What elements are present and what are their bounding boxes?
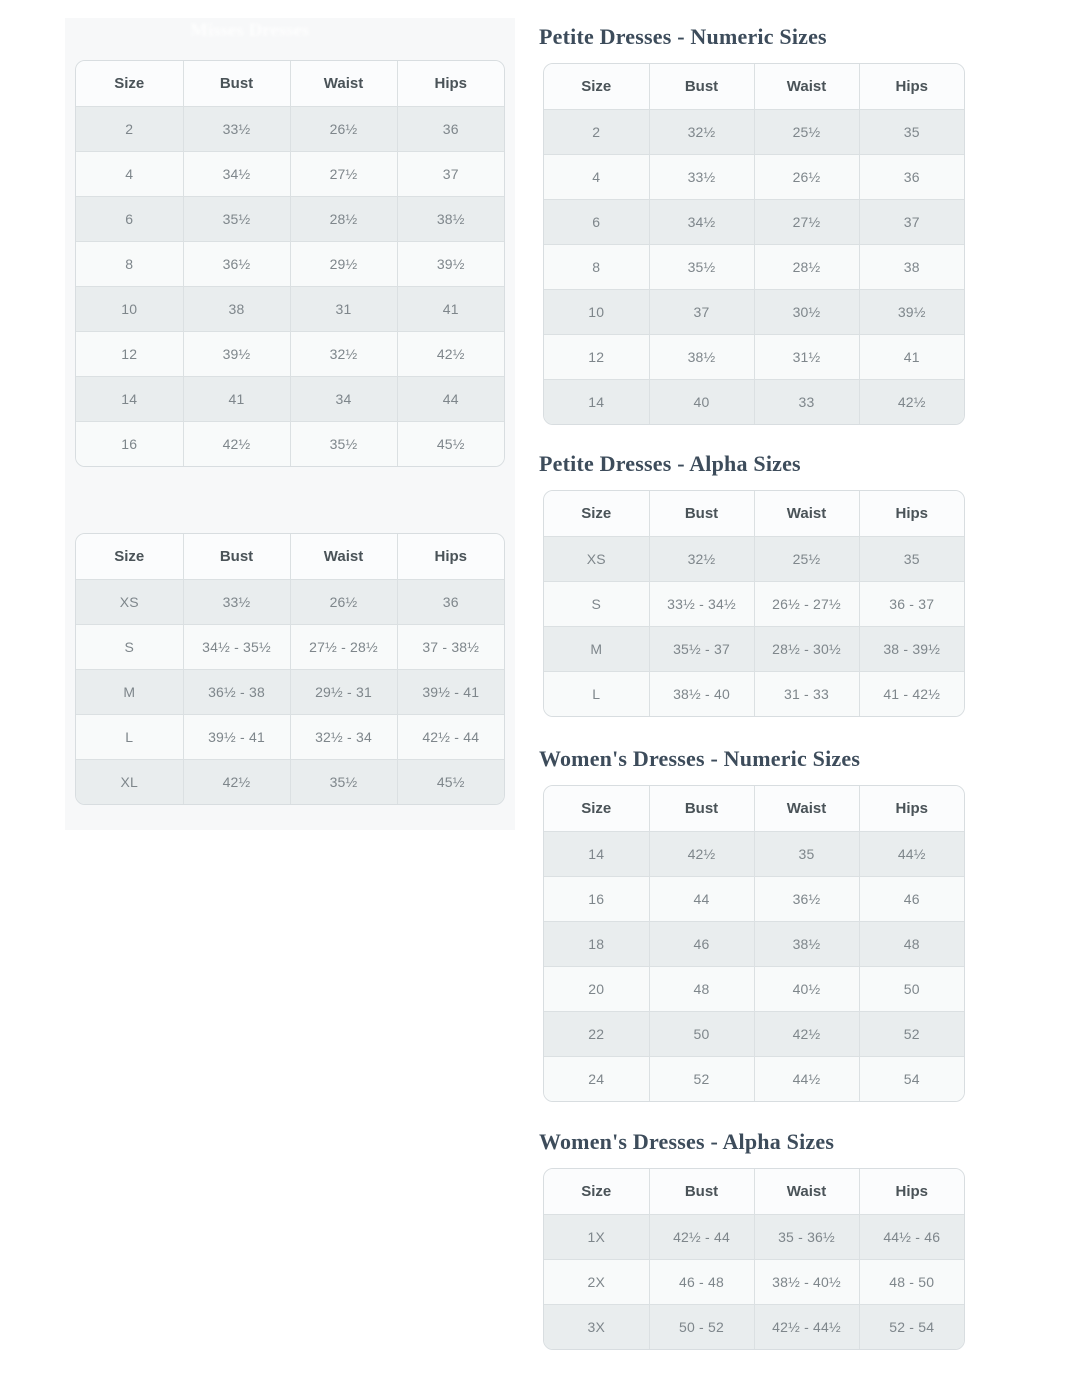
measurement-cell: 36½ [183, 241, 290, 286]
measurement-cell: 39½ - 41 [397, 669, 504, 714]
measurement-cell: 50 - 52 [649, 1304, 754, 1349]
measurement-cell: 44½ - 46 [859, 1214, 964, 1259]
column-header-hips: Hips [397, 61, 504, 106]
measurement-cell: 26½ [754, 154, 859, 199]
size-row-6 [76, 196, 504, 241]
petite-alpha-title: Petite Dresses - Alpha Sizes [539, 451, 801, 476]
measurement-cell: 26½ - 27½ [754, 581, 859, 626]
measurement-cell: 40 [649, 379, 754, 424]
size-row-14 [76, 376, 504, 421]
column-header-hips: Hips [859, 786, 964, 831]
measurement-cell: 38 [859, 244, 964, 289]
size-row-14 [544, 379, 964, 424]
size-cell: 6 [544, 199, 649, 244]
measurement-cell: 44 [397, 376, 504, 421]
measurement-cell: 33½ [183, 106, 290, 151]
column-header-size: Size [76, 534, 183, 579]
measurement-cell: 31 - 33 [754, 671, 859, 716]
column-header-waist: Waist [754, 491, 859, 536]
size-row-20 [544, 966, 964, 1011]
size-row-L [76, 714, 504, 759]
measurement-cell: 29½ [290, 241, 397, 286]
measurement-cell: 35 - 36½ [754, 1214, 859, 1259]
size-cell: 2 [544, 109, 649, 154]
measurement-cell: 42½ - 44 [397, 714, 504, 759]
size-cell: 8 [544, 244, 649, 289]
column-header-bust: Bust [183, 61, 290, 106]
size-cell: 20 [544, 966, 649, 1011]
size-cell: 10 [544, 289, 649, 334]
misses-dresses-ghost-title: Misses Dresses [190, 20, 310, 41]
measurement-cell: 27½ - 28½ [290, 624, 397, 669]
size-row-16 [544, 876, 964, 921]
size-cell: XL [76, 759, 183, 804]
size-row-14 [544, 831, 964, 876]
size-cell: 2X [544, 1259, 649, 1304]
measurement-cell: 26½ [290, 106, 397, 151]
column-header-waist: Waist [290, 534, 397, 579]
size-cell: 14 [76, 376, 183, 421]
womens-alpha-title: Women's Dresses - Alpha Sizes [539, 1129, 835, 1154]
measurement-cell: 28½ - 30½ [754, 626, 859, 671]
measurement-cell: 46 [649, 921, 754, 966]
header-row [76, 61, 504, 106]
size-row-2 [544, 109, 964, 154]
size-cell: 8 [76, 241, 183, 286]
womens-numeric-table [544, 786, 964, 1101]
size-row-12 [544, 334, 964, 379]
size-row-8 [544, 244, 964, 289]
measurement-cell: 37 [859, 199, 964, 244]
size-row-3X [544, 1304, 964, 1349]
size-cell: 10 [76, 286, 183, 331]
measurement-cell: 44½ [859, 831, 964, 876]
measurement-cell: 35½ [290, 421, 397, 466]
measurement-cell: 42½ [649, 831, 754, 876]
size-cell: 24 [544, 1056, 649, 1101]
measurement-cell: 38½ [649, 334, 754, 379]
misses-alpha-table [76, 534, 504, 804]
measurement-cell: 38½ [754, 921, 859, 966]
size-row-8 [76, 241, 504, 286]
measurement-cell: 38½ - 40 [649, 671, 754, 716]
measurement-cell: 34½ [183, 151, 290, 196]
measurement-cell: 44 [649, 876, 754, 921]
measurement-cell: 31 [290, 286, 397, 331]
column-header-bust: Bust [649, 491, 754, 536]
size-cell: 4 [544, 154, 649, 199]
header-row [544, 786, 964, 831]
header-row [544, 491, 964, 536]
petite-alpha-card [543, 490, 965, 717]
size-row-XL [76, 759, 504, 804]
size-row-4 [76, 151, 504, 196]
size-row-18 [544, 921, 964, 966]
column-header-bust: Bust [183, 534, 290, 579]
measurement-cell: 50 [859, 966, 964, 1011]
petite-numeric-table [544, 64, 964, 424]
measurement-cell: 54 [859, 1056, 964, 1101]
column-header-waist: Waist [754, 1169, 859, 1214]
column-header-size: Size [76, 61, 183, 106]
size-row-16 [76, 421, 504, 466]
measurement-cell: 38 - 39½ [859, 626, 964, 671]
size-row-S [76, 624, 504, 669]
size-cell: 3X [544, 1304, 649, 1349]
size-cell: 1X [544, 1214, 649, 1259]
measurement-cell: 35½ [649, 244, 754, 289]
measurement-cell: 36 [397, 579, 504, 624]
size-row-6 [544, 199, 964, 244]
measurement-cell: 38½ [397, 196, 504, 241]
measurement-cell: 32½ [649, 109, 754, 154]
size-cell: M [76, 669, 183, 714]
womens-alpha-card [543, 1168, 965, 1350]
measurement-cell: 46 - 48 [649, 1259, 754, 1304]
measurement-cell: 32½ [649, 536, 754, 581]
measurement-cell: 41 [397, 286, 504, 331]
measurement-cell: 34½ [649, 199, 754, 244]
measurement-cell: 27½ [754, 199, 859, 244]
petite-numeric-card [543, 63, 965, 425]
measurement-cell: 42½ [397, 331, 504, 376]
measurement-cell: 31½ [754, 334, 859, 379]
measurement-cell: 40½ [754, 966, 859, 1011]
measurement-cell: 42½ - 44½ [754, 1304, 859, 1349]
column-header-bust: Bust [649, 1169, 754, 1214]
column-header-waist: Waist [754, 786, 859, 831]
measurement-cell: 42½ [859, 379, 964, 424]
measurement-cell: 39½ - 41 [183, 714, 290, 759]
size-cell: 16 [76, 421, 183, 466]
size-cell: S [544, 581, 649, 626]
petite-numeric-title: Petite Dresses - Numeric Sizes [539, 24, 827, 49]
column-header-hips: Hips [859, 491, 964, 536]
measurement-cell: 42½ [183, 421, 290, 466]
measurement-cell: 33½ [183, 579, 290, 624]
column-header-hips: Hips [859, 64, 964, 109]
measurement-cell: 25½ [754, 109, 859, 154]
measurement-cell: 37 - 38½ [397, 624, 504, 669]
measurement-cell: 26½ [290, 579, 397, 624]
measurement-cell: 52 - 54 [859, 1304, 964, 1349]
measurement-cell: 48 - 50 [859, 1259, 964, 1304]
measurement-cell: 27½ [290, 151, 397, 196]
measurement-cell: 52 [649, 1056, 754, 1101]
measurement-cell: 35½ [290, 759, 397, 804]
size-cell: 12 [76, 331, 183, 376]
size-cell: 2 [76, 106, 183, 151]
size-cell: 18 [544, 921, 649, 966]
column-header-size: Size [544, 786, 649, 831]
measurement-cell: 28½ [754, 244, 859, 289]
measurement-cell: 35½ - 37 [649, 626, 754, 671]
measurement-cell: 33½ [649, 154, 754, 199]
column-header-size: Size [544, 64, 649, 109]
measurement-cell: 36½ [754, 876, 859, 921]
misses-numeric-card [75, 60, 505, 467]
size-cell: XS [76, 579, 183, 624]
size-cell: 16 [544, 876, 649, 921]
measurement-cell: 50 [649, 1011, 754, 1056]
column-header-hips: Hips [859, 1169, 964, 1214]
measurement-cell: 33½ - 34½ [649, 581, 754, 626]
measurement-cell: 42½ [183, 759, 290, 804]
size-cell: 14 [544, 831, 649, 876]
size-row-L [544, 671, 964, 716]
size-row-2 [76, 106, 504, 151]
size-row-S [544, 581, 964, 626]
size-row-1X [544, 1214, 964, 1259]
size-row-2X [544, 1259, 964, 1304]
measurement-cell: 41 [183, 376, 290, 421]
measurement-cell: 37 [649, 289, 754, 334]
measurement-cell: 35 [859, 536, 964, 581]
measurement-cell: 45½ [397, 421, 504, 466]
misses-numeric-table [76, 61, 504, 466]
measurement-cell: 35½ [183, 196, 290, 241]
measurement-cell: 38½ - 40½ [754, 1259, 859, 1304]
measurement-cell: 41 - 42½ [859, 671, 964, 716]
size-cell: L [76, 714, 183, 759]
measurement-cell: 42½ [754, 1011, 859, 1056]
measurement-cell: 39½ [859, 289, 964, 334]
measurement-cell: 34 [290, 376, 397, 421]
size-row-10 [544, 289, 964, 334]
womens-numeric-card [543, 785, 965, 1102]
column-header-size: Size [544, 1169, 649, 1214]
measurement-cell: 48 [859, 921, 964, 966]
size-row-XS [544, 536, 964, 581]
size-cell: L [544, 671, 649, 716]
measurement-cell: 29½ - 31 [290, 669, 397, 714]
womens-numeric-title: Women's Dresses - Numeric Sizes [539, 746, 861, 771]
size-cell: XS [544, 536, 649, 581]
size-cell: 6 [76, 196, 183, 241]
womens-alpha-table [544, 1169, 964, 1349]
size-row-22 [544, 1011, 964, 1056]
size-cell: 14 [544, 379, 649, 424]
size-cell: M [544, 626, 649, 671]
measurement-cell: 38 [183, 286, 290, 331]
measurement-cell: 45½ [397, 759, 504, 804]
size-cell: 4 [76, 151, 183, 196]
measurement-cell: 36 - 37 [859, 581, 964, 626]
measurement-cell: 32½ - 34 [290, 714, 397, 759]
measurement-cell: 48 [649, 966, 754, 1011]
column-header-size: Size [544, 491, 649, 536]
header-row [544, 64, 964, 109]
size-cell: S [76, 624, 183, 669]
measurement-cell: 30½ [754, 289, 859, 334]
measurement-cell: 37 [397, 151, 504, 196]
petite-alpha-table [544, 491, 964, 716]
header-row [544, 1169, 964, 1214]
measurement-cell: 41 [859, 334, 964, 379]
measurement-cell: 35 [754, 831, 859, 876]
measurement-cell: 25½ [754, 536, 859, 581]
size-row-10 [76, 286, 504, 331]
column-header-bust: Bust [649, 64, 754, 109]
measurement-cell: 42½ - 44 [649, 1214, 754, 1259]
measurement-cell: 36½ - 38 [183, 669, 290, 714]
misses-alpha-card [75, 533, 505, 805]
measurement-cell: 28½ [290, 196, 397, 241]
measurement-cell: 39½ [397, 241, 504, 286]
column-header-hips: Hips [397, 534, 504, 579]
measurement-cell: 32½ [290, 331, 397, 376]
measurement-cell: 52 [859, 1011, 964, 1056]
size-cell: 12 [544, 334, 649, 379]
size-row-M [544, 626, 964, 671]
size-row-XS [76, 579, 504, 624]
measurement-cell: 33 [754, 379, 859, 424]
measurement-cell: 34½ - 35½ [183, 624, 290, 669]
size-row-12 [76, 331, 504, 376]
measurement-cell: 39½ [183, 331, 290, 376]
measurement-cell: 35 [859, 109, 964, 154]
measurement-cell: 36 [859, 154, 964, 199]
size-row-M [76, 669, 504, 714]
measurement-cell: 36 [397, 106, 504, 151]
measurement-cell: 46 [859, 876, 964, 921]
column-header-waist: Waist [754, 64, 859, 109]
measurement-cell: 44½ [754, 1056, 859, 1101]
column-header-waist: Waist [290, 61, 397, 106]
header-row [76, 534, 504, 579]
size-row-4 [544, 154, 964, 199]
size-row-24 [544, 1056, 964, 1101]
size-cell: 22 [544, 1011, 649, 1056]
column-header-bust: Bust [649, 786, 754, 831]
